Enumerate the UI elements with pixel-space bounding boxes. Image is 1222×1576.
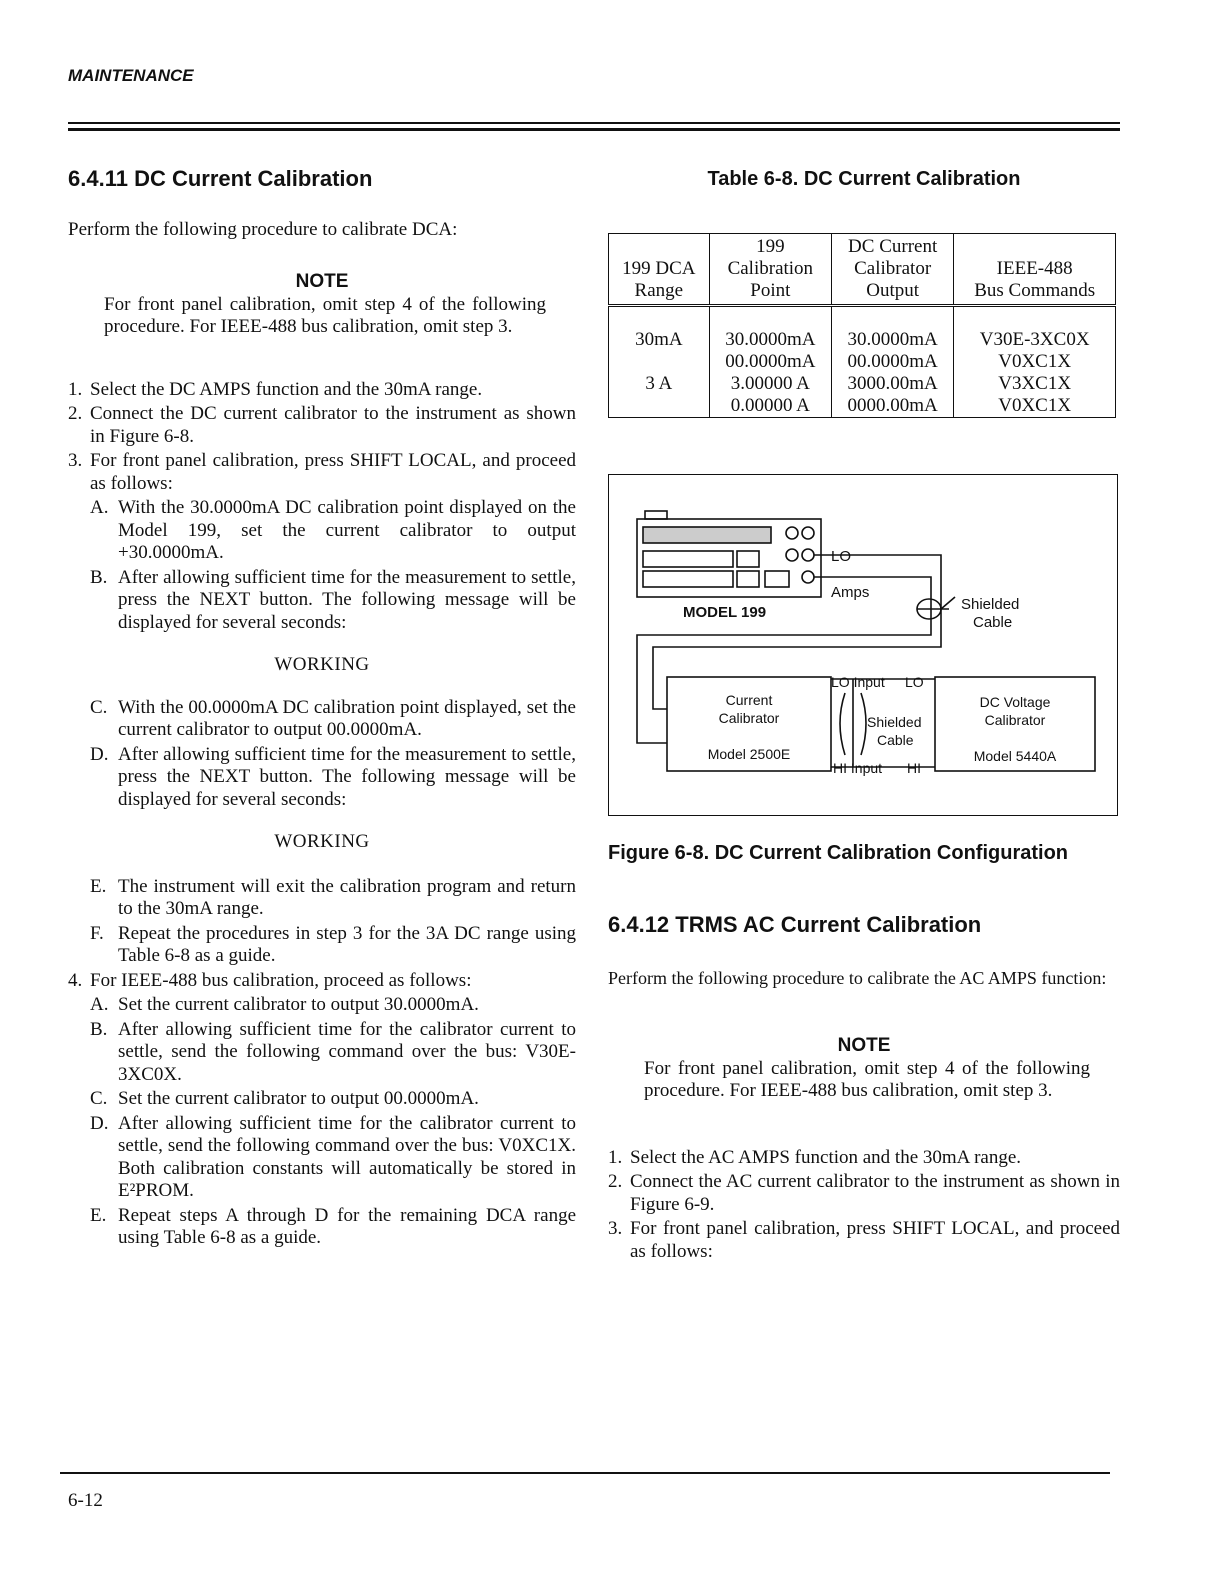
step-3c: C. With the 00.0000mA DC calibration point displayed, set the current calibrator to output 00.0000mA. — [90, 696, 576, 740]
ac-step-1: 1. Select the AC AMPS function and the 30mA range. — [608, 1146, 1022, 1168]
model-199-terminal — [786, 549, 798, 561]
ac-intro-paragraph: Perform the following procedure to calibrate the AC AMPS function: — [608, 967, 1107, 988]
calibration-table — [608, 233, 1116, 418]
step-list — [68, 379, 576, 1250]
page-number: 6-12 — [68, 1490, 103, 1511]
step-3a: A. With the 30.0000mA DC calibration point displayed on the Model 199, set the current calibrator to output +30.0000mA. — [90, 497, 576, 563]
dc-voltage-label-1: DC Voltage — [979, 693, 1051, 710]
step-4e: E. Repeat steps A through D for the remaining DCA range using Table 6-8 as a guide. — [90, 1204, 576, 1248]
table-row: 00.0000mA 00.0000mA V0XC1X — [609, 351, 1116, 373]
working-message-1: WORKING — [274, 654, 370, 675]
step-4b: B. After allowing sufficient time for the calibrator current to settle, send the following command over the bus: V30E-3XC0X. — [90, 1018, 576, 1085]
footer-rule — [60, 1472, 1110, 1474]
lo-label: LO — [831, 547, 852, 565]
ac-step-2: 2. Connect the AC current calibrator to the instrument as shown in Figure 6-9. — [608, 1171, 1120, 1215]
ac-note-title: NOTE — [837, 1035, 891, 1056]
lo-input-label: LO Input — [831, 673, 885, 690]
section-heading-dc-current: 6.4.11 DC Current Calibration — [68, 166, 373, 191]
current-cal-label-2: Calibrator — [718, 709, 780, 726]
lo-right-label: LO — [905, 673, 924, 690]
section-header: MAINTENANCE — [68, 66, 194, 85]
ac-step-3: 3. For front panel calibration, press SHIFT LOCAL, and proceed as follows: — [608, 1218, 1120, 1262]
table-row: 3 A 3.00000 A 3000.00mA V3XC1X — [609, 373, 1116, 395]
model-199-terminal — [802, 571, 814, 583]
current-cal-model: Model 2500E — [707, 745, 791, 762]
ac-note-block — [608, 1035, 1120, 1103]
model-199-key — [737, 571, 759, 587]
model-199-terminal — [786, 527, 798, 539]
dc-voltage-label-2: Calibrator — [984, 711, 1046, 728]
step-3d: D. After allowing sufficient time for the measurement to settle, press the NEXT button. The following message will be displayed for several seconds: — [90, 743, 576, 810]
lo-wire — [653, 555, 941, 709]
hi-right-label: HI — [907, 759, 921, 776]
note-title: NOTE — [295, 271, 349, 292]
figure-caption: Figure 6-8. DC Current Calibration Configuration — [608, 841, 1069, 864]
step-3f: F. Repeat the procedures in step 3 for the 3A DC range using Table 6-8 as a guide. — [90, 922, 576, 966]
working-message-2: WORKING — [274, 831, 370, 852]
intro-paragraph: Perform the following procedure to calibrate DCA: — [68, 218, 458, 240]
note-body: For front panel calibration, omit step 4 of the following procedure. For IEEE-488 bus calibration, omit step 3. — [104, 293, 546, 337]
step-1: 1. Select the DC AMPS function and the 30mA range. — [68, 378, 483, 400]
table-row: 0.00000 A 0000.00mA V0XC1X — [609, 395, 1116, 418]
dc-voltage-model: Model 5440A — [973, 747, 1057, 764]
hi-input-label: HI Input — [833, 759, 883, 776]
model-199-keypad-row2 — [643, 571, 733, 587]
amps-label: Amps — [831, 583, 870, 601]
table-title: Table 6-8. DC Current Calibration — [707, 168, 1021, 190]
wiring-diagram — [609, 475, 1117, 815]
step-4: 4. For IEEE-488 bus calibration, proceed as follows: — [68, 969, 472, 991]
shield-mid-right — [861, 693, 866, 755]
model-199-label: MODEL 199 — [683, 603, 767, 621]
cable-label-mid: Cable — [877, 731, 914, 748]
table-row: 30mA 30.0000mA 30.0000mA V30E-3XC0X — [609, 305, 1116, 351]
step-2: 2. Connect the DC current calibrator to the instrument as shown in Figure 6-8. — [68, 403, 576, 447]
table-header-row — [609, 233, 1116, 305]
model-199-key — [765, 571, 789, 587]
ac-note-body: For front panel calibration, omit step 4 of the following procedure. For IEEE-488 bus calibration, omit step 3. — [644, 1057, 1090, 1101]
shielded-label-top: Shielded — [961, 595, 1020, 613]
header-rule — [68, 122, 1120, 124]
model-199-handle — [645, 511, 667, 519]
shield-pointer — [941, 597, 955, 609]
shield-mid-left — [840, 693, 845, 755]
left-column — [68, 168, 576, 1250]
model-199-terminal — [802, 549, 814, 561]
model-199-terminal — [802, 527, 814, 539]
step-3e: E. The instrument will exit the calibration program and return to the 30mA range. — [90, 875, 576, 919]
step-4d: D. After allowing sufficient time for the calibrator current to settle, send the following command over the bus: V0XC1X. Both calibration constants will automatically be stored in E²PROM. — [90, 1112, 576, 1201]
figure-6-8 — [608, 474, 1118, 816]
right-column — [608, 168, 1120, 1263]
model-199-key — [737, 551, 759, 567]
step-4c: C. Set the current calibrator to output 00.0000mA. — [90, 1088, 479, 1109]
header-rule-thick — [68, 128, 1120, 131]
section-heading-ac-current: 6.4.12 TRMS AC Current Calibration — [608, 912, 982, 937]
col-header-cal-point: 199 Calibration Point — [709, 233, 831, 305]
note-block — [68, 271, 576, 339]
col-header-bus-commands: IEEE-488 Bus Commands — [954, 233, 1116, 305]
model-199-keypad-row1 — [643, 551, 733, 567]
step-3b: B. After allowing sufficient time for the measurement to settle, press the NEXT button. The following message will be displayed for several seconds: — [90, 566, 576, 633]
current-cal-label-1: Current — [725, 691, 773, 708]
step-3: 3. For front panel calibration, press SHIFT LOCAL, and proceed as follows: — [68, 450, 576, 494]
model-199-display — [643, 527, 771, 543]
step-4a: A. Set the current calibrator to output 30.0000mA. — [90, 994, 479, 1015]
shielded-label-mid: Shielded — [867, 713, 922, 730]
col-header-output: DC Current Calibrator Output — [831, 233, 953, 305]
col-header-range: 199 DCA Range — [609, 233, 710, 305]
cable-label-top: Cable — [973, 613, 1013, 631]
ac-step-list — [608, 1147, 1120, 1264]
